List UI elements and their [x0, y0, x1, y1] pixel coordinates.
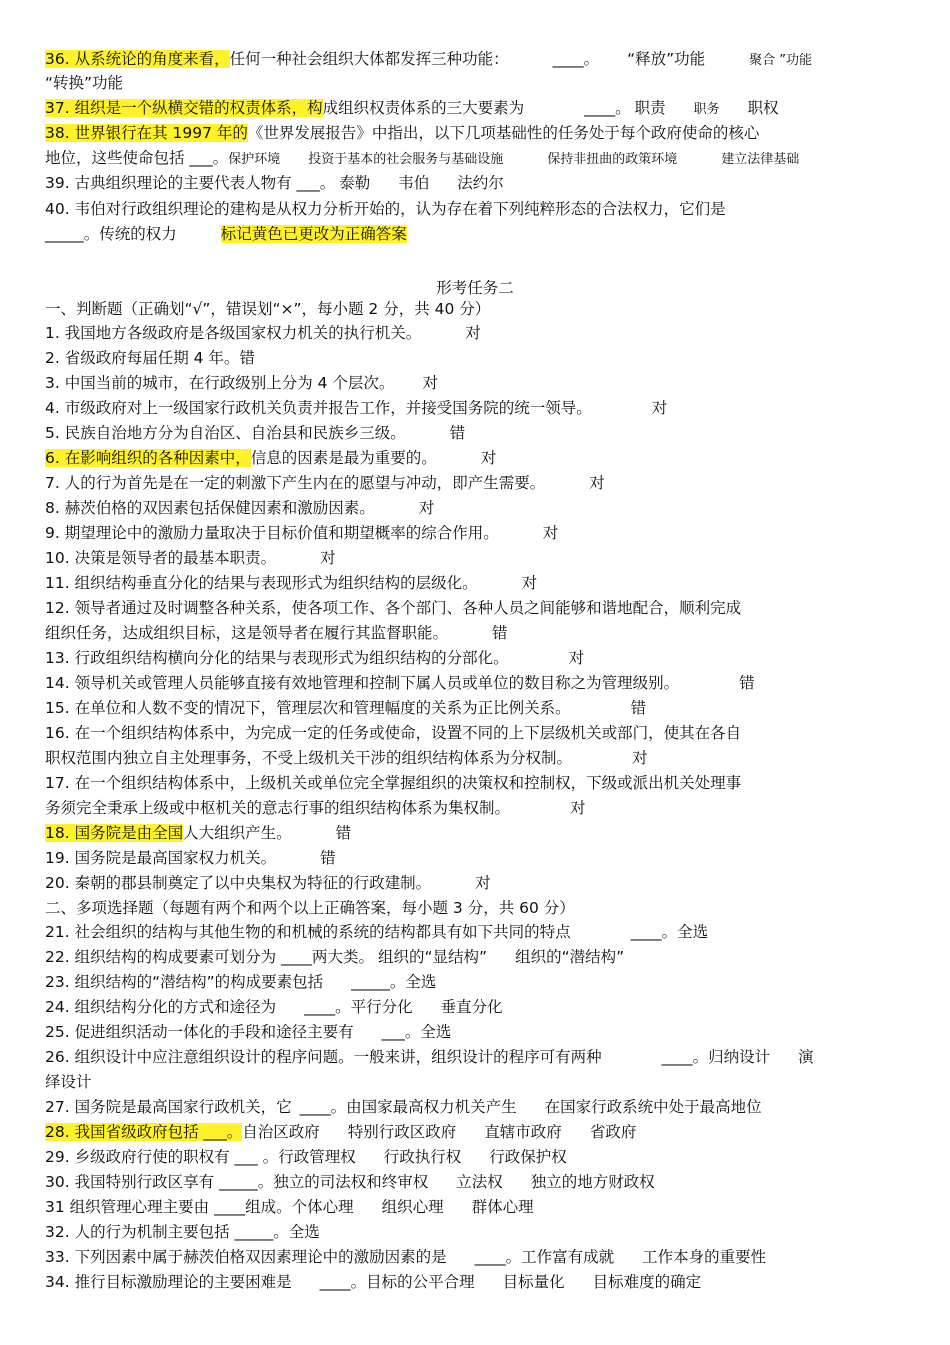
question-text: 人大组织产生。: [183, 824, 292, 842]
option: 归纳设计: [708, 1048, 771, 1066]
question-text: 10. 决策是领导者的最基本职责。: [45, 549, 277, 567]
answer-blank: ____。: [584, 99, 631, 117]
option: 目标的公平合理: [366, 1273, 475, 1291]
answer: 对: [422, 374, 438, 392]
answer: 错: [630, 699, 647, 717]
multi-question: [45, 1145, 567, 1169]
question-text: 34. 推行目标激励理论的主要困难是: [45, 1273, 292, 1291]
multi-question: [45, 1270, 701, 1294]
question-text: 信息的因素是最为重要的。: [250, 449, 437, 467]
question-text: 职权范围内独立自主处理事务，不受上级机关干涉的组织结构体系为分权制。: [45, 749, 573, 767]
judge-question: [45, 571, 537, 595]
judge-question: [45, 421, 465, 445]
option: 平行分化: [350, 998, 413, 1016]
option: 韦伯: [398, 174, 430, 192]
answer-blank: ____。: [319, 1273, 367, 1291]
judge-question: [45, 371, 438, 395]
answer: 对: [542, 524, 559, 542]
judge-question: [45, 671, 755, 695]
answer-blank: ___。: [381, 1023, 421, 1041]
option: 保持非扭曲的政策环境: [547, 152, 678, 167]
highlight: 37. 组织是一个纵横交错的权责体系，构: [45, 99, 323, 117]
multi-question: [45, 1220, 320, 1244]
option: 目标难度的确定: [592, 1273, 702, 1291]
question-38: [45, 121, 759, 145]
option: 个体心理: [291, 1198, 354, 1216]
highlight: 6. 在影响组织的各种因素中，: [45, 449, 251, 467]
option: 全选: [677, 923, 709, 941]
question-text: 26. 组织设计中应注意组织设计的程序问题。一般来讲，组织设计的程序可有两种: [45, 1048, 602, 1066]
judge-question: [45, 746, 648, 770]
question-text: 22. 组织结构的构成要素可划分为 ____两大类。: [45, 948, 375, 966]
judge-question: [45, 796, 586, 820]
option: 独立的地方财政权: [530, 1173, 655, 1191]
judge-question: [45, 521, 558, 545]
question-40-cont: [45, 222, 407, 246]
question-37: [45, 96, 779, 120]
answer: 对: [480, 449, 497, 467]
option: “释放”功能: [627, 50, 706, 68]
section-title: 形考任务二: [436, 279, 514, 297]
option: 组织的“潜结构”: [515, 948, 625, 966]
answer: 对: [418, 499, 435, 517]
question-text: 20. 秦朝的郡县制奠定了以中央集权为特征的行政建制。: [45, 874, 432, 892]
question-text: 19. 国务院是最高国家权力机关。: [45, 849, 277, 867]
question-text: 任何一种社会组织大体都发挥三种功能：: [229, 50, 509, 68]
question-text: 绎设计: [45, 1073, 92, 1091]
option: 立法权: [456, 1173, 503, 1191]
question-text: 40. 韦伯对行政组织理论的建构是从权力分析开始的，认为存在着下列纯粹形态的合法权力，它们是: [45, 200, 726, 218]
question-text: 31 组织管理心理主要由 ____组成。: [45, 1198, 292, 1216]
option: 行政管理权: [278, 1148, 356, 1166]
question-text: 17. 在一个组织结构体系中，上级机关或单位完全掌握组织的决策权和控制权，下级或派出机关处理事: [45, 774, 742, 792]
option: 泰勒: [339, 174, 371, 192]
question-text: 32. 人的行为机制主要包括 _____。: [45, 1223, 289, 1241]
question-text: 地位，这些使命包括 ___。: [45, 149, 229, 167]
multi-question: [45, 970, 436, 994]
answer: 错: [320, 849, 336, 867]
question-40: [45, 197, 726, 221]
option: 工作富有成就: [521, 1248, 615, 1266]
answer: 对: [632, 749, 648, 767]
option: 传统的权力: [99, 225, 177, 243]
answer-blank: ____。: [661, 1048, 709, 1066]
judge-question: [45, 471, 605, 495]
judge-question: [45, 871, 491, 895]
multi-question: [45, 1095, 762, 1119]
answer-blank: ____。: [474, 1248, 522, 1266]
multi-question: [45, 1070, 92, 1094]
multi-question: [45, 1195, 534, 1219]
option: 在国家行政系统中处于最高地位: [544, 1098, 762, 1116]
multi-question: [45, 1020, 451, 1044]
answer: 对: [521, 574, 538, 592]
answer: 对: [651, 399, 668, 417]
answer: 错: [492, 624, 508, 642]
question-text: 务须完全秉承上级或中枢机关的意志行事的组织结构体系为集权制。: [45, 799, 511, 817]
multi-question: [45, 920, 708, 944]
multi-question: [45, 995, 503, 1019]
option: “转换”功能: [45, 74, 124, 92]
answer: 错: [335, 824, 352, 842]
option: 由国家最高权力机关产生: [346, 1098, 517, 1116]
option: 职权: [747, 99, 779, 117]
highlight: 28. 我国省级政府包括 ___。: [45, 1123, 243, 1141]
answer-blank: ____。: [299, 1098, 347, 1116]
answer: 对: [589, 474, 605, 492]
answer: 对: [475, 874, 491, 892]
judge-question: [45, 771, 741, 795]
answer-blank: ____。: [304, 998, 351, 1016]
judge-question: [45, 446, 496, 470]
option: 职务: [693, 102, 720, 117]
answer: 对: [570, 799, 586, 817]
question-text: 24. 组织结构分化的方式和途径为: [45, 998, 277, 1016]
option: 行政执行权: [383, 1148, 462, 1166]
judge-question: [45, 396, 667, 420]
judge-question: [45, 596, 741, 620]
answer: 对: [320, 549, 336, 567]
answer: 错: [739, 674, 755, 692]
multi-question: [45, 1245, 766, 1269]
question-text: 4. 市级政府对上一级国家行政机关负责并报告工作，并接受国务院的统一领导。: [45, 399, 592, 417]
option: 全选: [420, 1023, 452, 1041]
question-text: 21. 社会组织的结构与其他生物的和机械的系统的结构都具有如下共同的特点: [45, 923, 571, 941]
highlight: 36. 从系统论的角度来看，: [45, 50, 230, 68]
question-text: 14. 领导机关或管理人员能够直接有效地管理和控制下属人员或单位的数目称之为管理级别。: [45, 674, 680, 692]
question-text: 8. 赫茨伯格的双因素包括保健因素和激励因素。: [45, 499, 375, 517]
highlight: 18. 国务院是由全国: [45, 824, 184, 842]
judge-question: [45, 721, 741, 745]
option: 保护环境: [228, 152, 281, 167]
answer: 对: [465, 324, 481, 342]
option: 全选: [405, 973, 437, 991]
option: 垂直分化: [440, 998, 503, 1016]
option: 省政府: [589, 1123, 637, 1141]
answer: 错: [449, 424, 466, 442]
option: 自治区政府: [242, 1123, 320, 1141]
question-text: 成组织权责体系的三大要素为: [322, 99, 525, 117]
question-text: 2. 省级政府每届任期 4 年。: [45, 349, 240, 367]
option: 演: [798, 1048, 814, 1066]
question-text: 12. 领导者通过及时调整各种关系，使各项工作、各个部门、各种人员之间能够和谐地配合，顺利完成: [45, 599, 742, 617]
highlight: 38. 世界银行在其 1997 年的: [45, 124, 248, 142]
multi-question: [45, 945, 624, 969]
question-36: [45, 47, 812, 71]
question-text: 9. 期望理论中的激励力量取决于目标价值和期望概率的综合作用。: [45, 524, 499, 542]
question-text: 33. 下列因素中属于赫茨伯格双因素理论中的激励因素的是: [45, 1248, 447, 1266]
option: 目标量化: [502, 1273, 565, 1291]
answer-blank: _____。: [45, 225, 100, 243]
question-36-cont: [45, 71, 123, 95]
judge-question: [45, 321, 481, 345]
option: 独立的司法权和终审权: [273, 1173, 429, 1191]
question-39: [45, 171, 504, 195]
option: 法约尔: [457, 174, 504, 192]
judge-question: [45, 696, 646, 720]
option: 聚合 ”功能: [749, 53, 813, 68]
question-text: 1. 我国地方各级政府是各级国家权力机关的执行机关。: [45, 324, 422, 342]
judge-question: [45, 646, 584, 670]
question-text: 30. 我国特别行政区享有 _____。: [45, 1173, 274, 1191]
option: 特别行政区政府: [347, 1123, 457, 1141]
answer-blank: _____。: [351, 973, 406, 991]
option: 全选: [288, 1223, 320, 1241]
question-text: 3. 中国当前的城市，在行政级别上分为 4 个层次。: [45, 374, 395, 392]
question-text: 23. 组织结构的“潜结构”的构成要素包括: [45, 973, 324, 991]
multi-question: [45, 1170, 655, 1194]
option: 建立法律基础: [721, 152, 800, 167]
multi-question: [45, 1045, 814, 1069]
judge-question: [45, 846, 336, 870]
option: 投资于基本的社会服务与基础设施: [308, 152, 504, 167]
question-38-cont: [45, 146, 799, 170]
judge-question: [45, 346, 255, 370]
question-text: 29. 乡级政府行使的职权有 ___ 。: [45, 1148, 279, 1166]
option: 组织心理: [381, 1198, 444, 1216]
answer-blank: ____。: [630, 923, 678, 941]
option: 直辖市政府: [484, 1123, 562, 1141]
option: 群体心理: [471, 1198, 534, 1216]
part1-header: 一、判断题（正确划“√”，错误划“×”，每小题 2 分，共 40 分）: [45, 300, 491, 318]
judge-question: [45, 546, 336, 570]
question-text: 组织任务，达成组织目标，这是领导者在履行其监督职能。: [45, 624, 449, 642]
question-text: 15. 在单位和人数不变的情况下，管理层次和管理幅度的关系为正比例关系。: [45, 699, 571, 717]
answer-blank: ____。: [552, 50, 600, 68]
question-text: 25. 促进组织活动一体化的手段和途径主要有: [45, 1023, 354, 1041]
question-text: 16. 在一个组织结构体系中，为完成一定的任务或使命，设置不同的上下层级机关或部门，使其在各自: [45, 724, 742, 742]
question-text: 《世界发展报告》中指出，以下几项基础性的任务处于每个政府使命的核心: [247, 124, 760, 142]
answer: 错: [239, 349, 255, 367]
multi-question: [45, 1120, 636, 1144]
question-text: 27. 国务院是最高国家行政机关，它: [45, 1098, 292, 1116]
question-text: 11. 组织结构垂直分化的结果与表现形式为组织结构的层级化。: [45, 574, 478, 592]
answer: 对: [568, 649, 585, 667]
yellow-note: 标记黄色已更改为正确答案: [220, 225, 407, 243]
option: 工作本身的重要性: [642, 1248, 767, 1266]
question-text: 7. 人的行为首先是在一定的刺激下产生内在的愿望与冲动，即产生需要。: [45, 474, 546, 492]
question-text: 39. 古典组织理论的主要代表人物有 ___。: [45, 174, 336, 192]
option: 职责: [634, 99, 666, 117]
question-text: 5. 民族自治地方分为自治区、自治县和民族乡三级。: [45, 424, 406, 442]
judge-question: [45, 496, 434, 520]
judge-question: [45, 821, 351, 845]
question-text: 13. 行政组织结构横向分化的结果与表现形式为组织结构的分部化。: [45, 649, 509, 667]
option: 组织的“显结构”: [378, 948, 488, 966]
option: 行政保护权: [489, 1148, 567, 1166]
part2-header: 二、多项选择题（每题有两个和两个以上正确答案，每小题 3 分，共 60 分）: [45, 899, 575, 917]
judge-question: [45, 621, 508, 645]
